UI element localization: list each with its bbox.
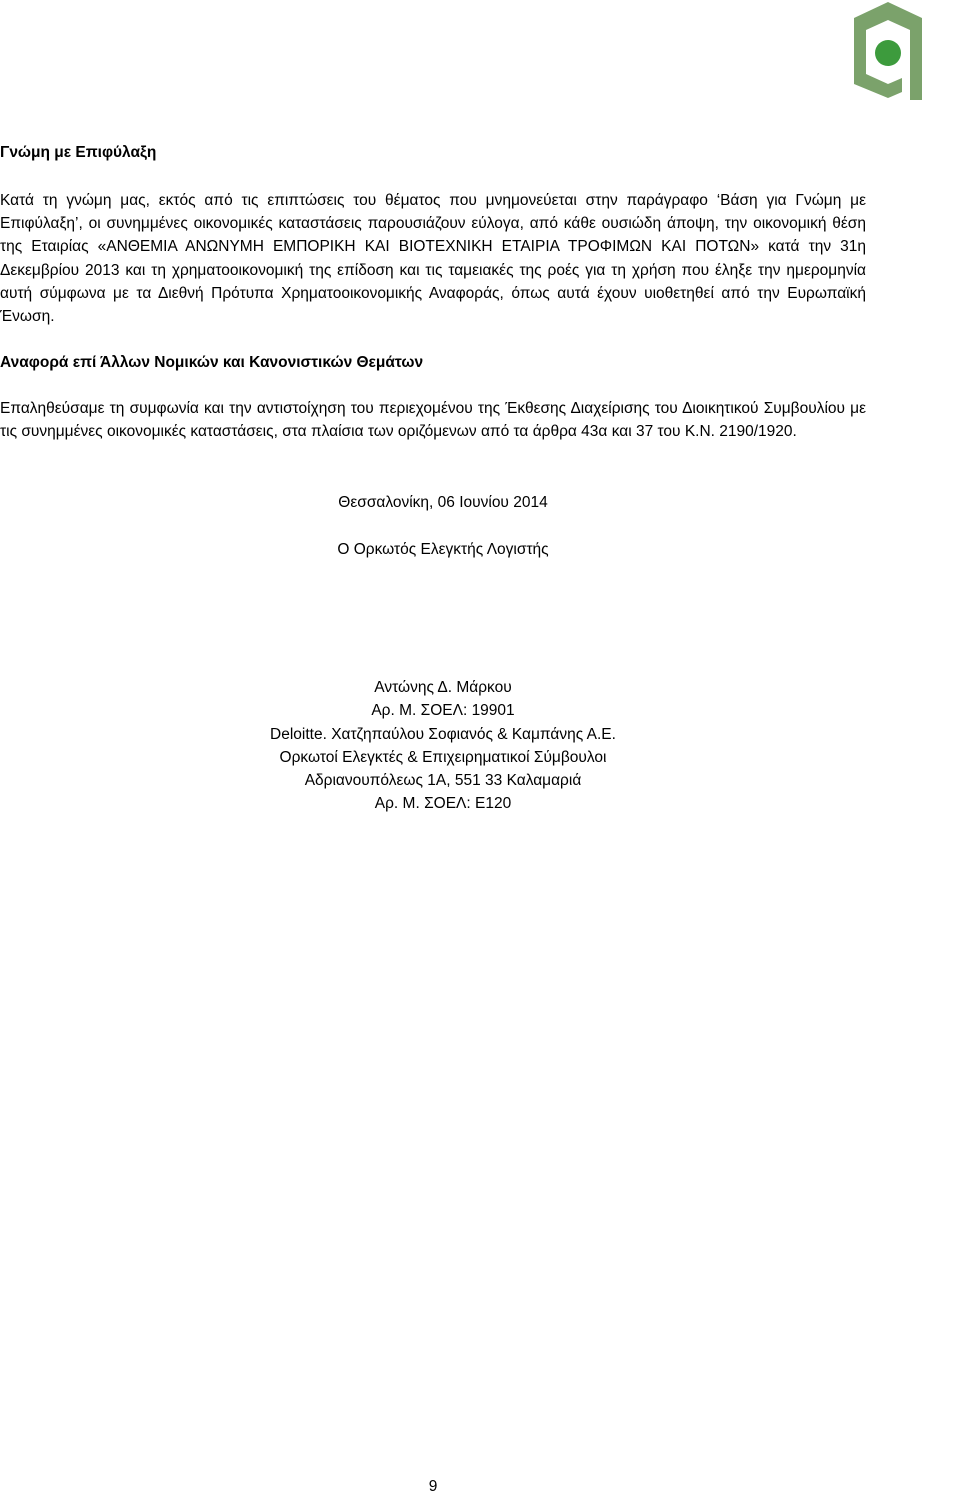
- place-date: Θεσσαλονίκη, 06 Ιουνίου 2014: [338, 494, 548, 511]
- firm-name: Deloitte. Χατζηπαύλου Σοφιανός & Καμπάνης Α.Ε.: [270, 725, 616, 743]
- page-number: 9: [428, 1478, 438, 1495]
- other-legal-matters-paragraph: Επαληθεύσαμε τη συμφωνία και την αντιστοίχηση του περιεχομένου της Έκθεσης Διαχείρισης του Διοικητικού Συμβουλίου με τις συνημμένες οικονομικές καταστάσεις, στα πλαίσια των οριζόμενων από τα άρθρα 43α και 37 του Κ.Ν. 2190/1920.: [0, 400, 866, 441]
- auditor-name: Αντώνης Δ. Μάρκου: [374, 679, 512, 696]
- auditor-role: Ο Ορκωτός Ελεγκτής Λογιστής: [337, 541, 549, 558]
- signature-block: [0, 676, 886, 816]
- firm-description: Ορκωτοί Ελεγκτές & Επιχειρηματικοί Σύμβουλοι: [279, 748, 607, 766]
- section-heading-other-legal-matters: Αναφορά επί Άλλων Νομικών και Κανονιστικών Θεμάτων: [0, 354, 424, 371]
- auditor-registration: Αρ. Μ. ΣΟΕΛ: 19901: [371, 702, 515, 720]
- qualified-opinion-paragraph: Κατά τη γνώμη μας, εκτός από τις επιπτώσεις του θέματος που μνημονεύεται στην παράγραφο ‘Βάση για Γνώμη με Επιφύλαξη’, οι συνημμένες οικονομικές καταστάσεις παρουσιάζουν εύλογα, από κάθε ουσιώδη άποψη, την οικονομική θέση της Εταιρίας «ΑΝΘΕΜΙΑ ΑΝΩΝΥΜΗ ΕΜΠΟΡΙΚΗ ΚΑΙ ΒΙΟΤΕΧΝΙΚΗ ΕΤΑΙΡΙΑ ΤΡΟΦΙΜΩΝ ΚΑΙ ΠΟΤΩΝ» κατά την 31η Δεκεμβρίου 2013 και τη χρηματοοικονομική της επίδοση και τις ταμειακές της ροές για τη χρήση που έληξε την ημερομηνία αυτή σύμφωνα με τα Διεθνή Πρότυπα Χρηματοοικονομικής Αναφοράς, όπως αυτά έχουν υιοθετηθεί από την Ευρωπαϊκή Ένωση.: [0, 192, 866, 326]
- firm-registration: Αρ. Μ. ΣΟΕΛ: Ε120: [374, 795, 512, 813]
- section-heading-qualified-opinion: Γνώμη με Επιφύλαξη: [0, 144, 157, 161]
- firm-address: Αδριανουπόλεως 1Α, 551 33 Καλαμαριά: [304, 772, 582, 790]
- firm-logo-icon: [850, 0, 926, 104]
